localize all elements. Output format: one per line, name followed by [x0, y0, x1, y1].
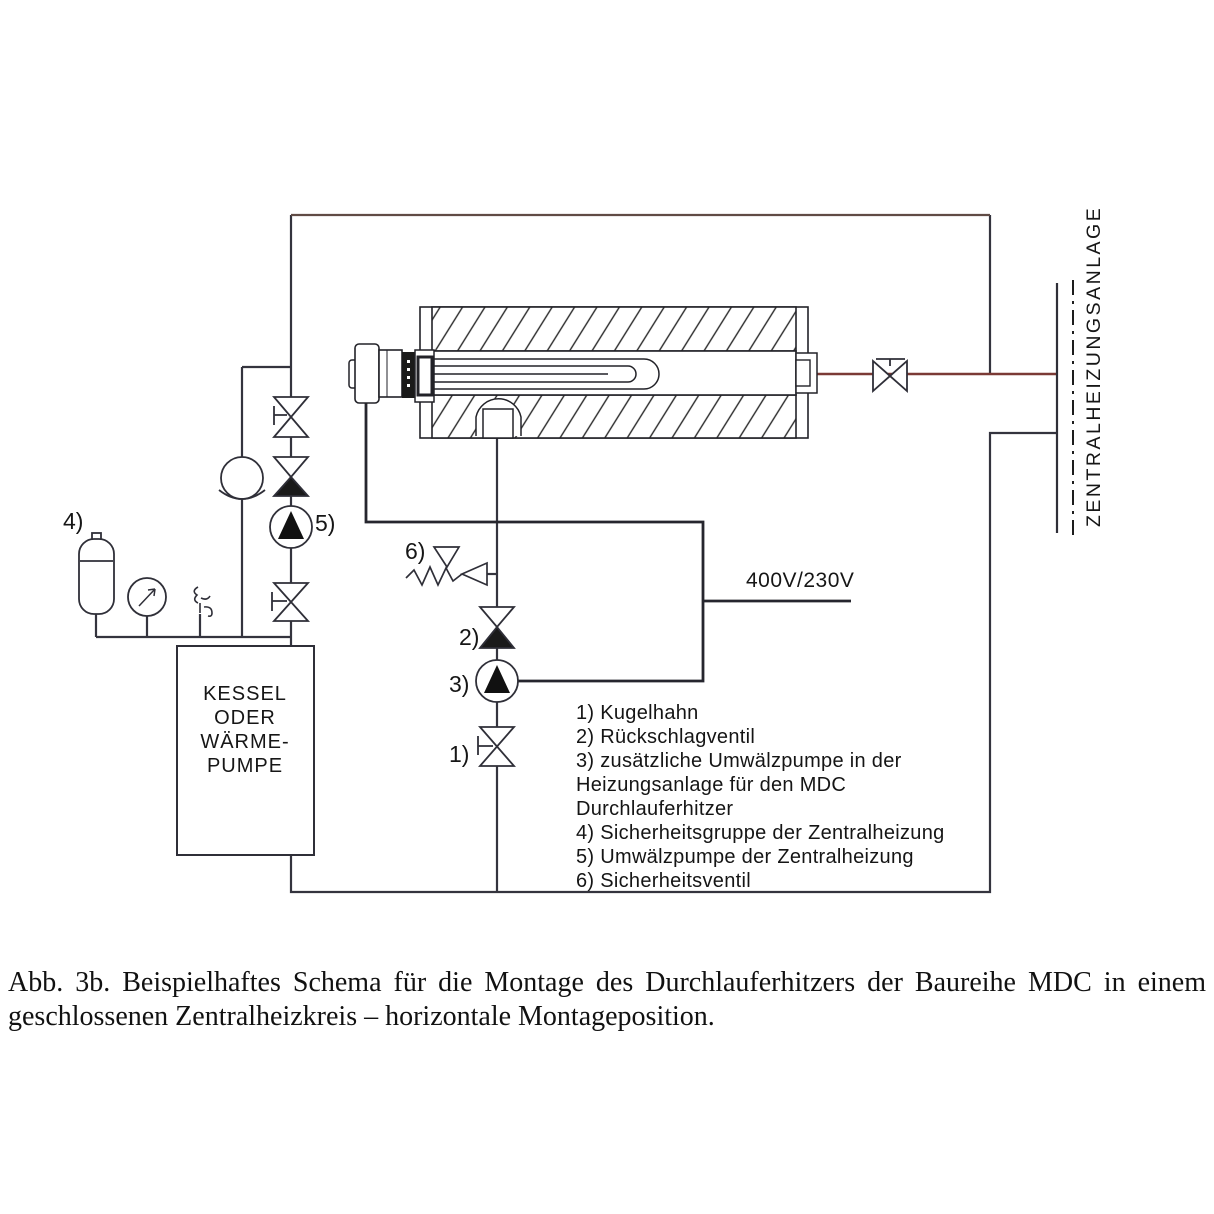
boiler-label-4: PUMPE: [206, 755, 284, 777]
central-heating-boundary: [1057, 206, 1105, 538]
marker-5: 5): [315, 510, 336, 536]
safety-group-4: [79, 533, 212, 616]
connector-terminal-block: [402, 352, 415, 398]
pump-3: [476, 660, 518, 702]
voltage-label: 400V/230V: [746, 569, 855, 592]
valve-handle: [876, 359, 905, 366]
boiler-label-1: KESSEL: [203, 683, 287, 705]
air-vent: [194, 587, 212, 616]
heater-assembly: [349, 307, 817, 438]
central-heating-label: ZENTRALHEIZUNGSANLAGE: [1083, 205, 1105, 527]
flange-insert: [418, 357, 432, 395]
heater-bottom-port: [483, 409, 513, 438]
marker-4: 4): [63, 508, 84, 534]
boiler-label-2: ODER: [214, 707, 276, 729]
legend: [576, 701, 962, 893]
valve-body: [274, 397, 308, 437]
figure-caption: Abb. 3b. Beispielhaftes Schema für die Montage des Durchlauferhitzers der Baureihe MDC in einem geschlossenen Zentralheizkreis – horizontale Montageposition.: [8, 967, 1206, 1032]
marker-3: 3): [449, 671, 470, 697]
ball-valve-boiler-lower: [272, 583, 308, 621]
marker-1: 1): [449, 741, 470, 767]
marker-6: 6): [405, 538, 426, 564]
ball-valve-top: [274, 397, 308, 437]
legend-item: 6) Sicherheitsventil: [576, 870, 751, 892]
valve-outlet-cone: [462, 563, 487, 585]
spring-zigzag: [406, 567, 462, 585]
check-valve-2: [480, 607, 514, 648]
valve-cone: [434, 547, 459, 567]
boiler-box: [177, 646, 314, 855]
heater-insulation-top: [432, 307, 796, 351]
hot-line-valve: [873, 359, 907, 391]
legend-item: 2) Rückschlagventil: [576, 726, 756, 748]
connector-collar: [379, 350, 402, 397]
ball-valve-1: [478, 727, 514, 766]
check-valve-boiler: [274, 457, 308, 496]
drain-funnel-symbol: [219, 457, 265, 499]
legend-item: 5) Umwälzpumpe der Zentralheizung: [576, 846, 914, 868]
legend-item: 3) zusätzliche Umwälzpumpe in der Heizungsanlage für den MDC Durchlauferhitzer: [576, 750, 902, 820]
boiler-label-3: WÄRME-: [200, 731, 290, 753]
connector-cap: [355, 344, 379, 403]
valve-body: [274, 583, 308, 621]
legend-item: 4) Sicherheitsgruppe der Zentralheizung: [576, 822, 945, 844]
legend-item: 1) Kugelhahn: [576, 702, 699, 724]
electrical-wiring: [366, 403, 851, 681]
expansion-vessel: [79, 539, 114, 614]
marker-2: 2): [459, 624, 480, 650]
pump-5: [270, 506, 312, 548]
heater-connector: [349, 344, 434, 403]
heater-outlet-fitting: [796, 353, 817, 393]
